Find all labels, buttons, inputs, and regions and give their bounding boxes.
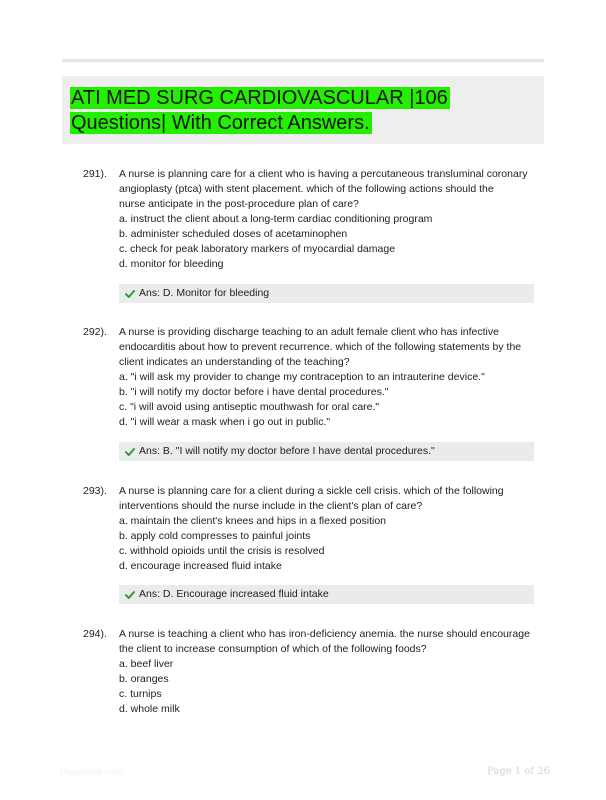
title-line-2: Questions| With Correct Answers. bbox=[71, 112, 370, 134]
title-line-1: ATI MED SURG CARDIOVASCULAR |106 bbox=[71, 87, 448, 109]
footer-site-watermark: Paperbible.com bbox=[60, 767, 123, 777]
question-body bbox=[119, 167, 541, 272]
option-b: b. apply cold compresses to painful joints bbox=[119, 530, 311, 542]
check-icon bbox=[125, 289, 135, 299]
question-stem-line: angioplasty (ptca) with stent placement. which of the following actions should the bbox=[119, 183, 494, 195]
option-c: c. turnips bbox=[119, 688, 162, 700]
option-b: b. administer scheduled doses of acetaminophen bbox=[119, 228, 348, 240]
question-stem-line: A nurse is planning care for a client who is having a percutaneous transluminal coronary bbox=[119, 168, 528, 180]
option-b: b. "i will notify my doctor before i have dental procedures." bbox=[119, 386, 389, 398]
option-c: c. withhold opioids until the crisis is resolved bbox=[119, 545, 325, 557]
question-number: 293). bbox=[83, 485, 107, 497]
option-d: d. encourage increased fluid intake bbox=[119, 560, 282, 572]
answer-text: Ans: D. Monitor for bleeding bbox=[139, 287, 270, 299]
question-body bbox=[119, 325, 541, 430]
question-stem-line: client indicates an understanding of the teaching? bbox=[119, 356, 350, 368]
option-b: b. oranges bbox=[119, 673, 169, 685]
answer-text: Ans: B. "I will notify my doctor before I have dental procedures." bbox=[139, 445, 435, 457]
document-title bbox=[70, 86, 510, 136]
answer-text: Ans: D. Encourage increased fluid intake bbox=[139, 588, 329, 600]
option-c: c. "i will avoid using antiseptic mouthwash for oral care." bbox=[119, 401, 380, 413]
question-stem-line: endocarditis about how to prevent recurrence. which of the following statements by the bbox=[119, 341, 522, 353]
top-divider bbox=[62, 59, 544, 62]
question-stem-line: A nurse is teaching a client who has iron-deficiency anemia. the nurse should encourage bbox=[119, 628, 530, 640]
question-stem-line: A nurse is planning care for a client during a sickle cell crisis. which of the following bbox=[119, 485, 504, 497]
option-a: a. "i will ask my provider to change my contraception to an intrauterine device." bbox=[119, 371, 485, 383]
question-number: 292). bbox=[83, 326, 107, 338]
check-icon bbox=[125, 590, 135, 600]
option-a: a. beef liver bbox=[119, 658, 174, 670]
option-d: d. "i will wear a mask when i go out in public." bbox=[119, 416, 331, 428]
option-a: a. instruct the client about a long-term cardiac conditioning program bbox=[119, 213, 433, 225]
question-body bbox=[119, 627, 541, 717]
page-number: Page 1 of 26 bbox=[487, 766, 550, 777]
check-icon bbox=[125, 447, 135, 457]
question-body bbox=[119, 484, 541, 574]
answer-bar bbox=[119, 585, 534, 604]
answer-bar bbox=[119, 442, 534, 461]
question-stem-line: nurse anticipate in the post-procedure plan of care? bbox=[119, 198, 359, 210]
question-number: 291). bbox=[83, 168, 107, 180]
option-d: d. monitor for bleeding bbox=[119, 258, 224, 270]
question-stem-line: interventions should the nurse include in the client's plan of care? bbox=[119, 500, 423, 512]
question-stem-line: the client to increase consumption of which of the following foods? bbox=[119, 643, 427, 655]
question-stem-line: A nurse is providing discharge teaching to an adult female client who has infective bbox=[119, 326, 499, 338]
option-d: d. whole milk bbox=[119, 703, 180, 715]
question-number: 294). bbox=[83, 628, 107, 640]
option-a: a. maintain the client's knees and hips in a flexed position bbox=[119, 515, 387, 527]
answer-bar bbox=[119, 284, 534, 303]
option-c: c. check for peak laboratory markers of myocardial damage bbox=[119, 243, 396, 255]
